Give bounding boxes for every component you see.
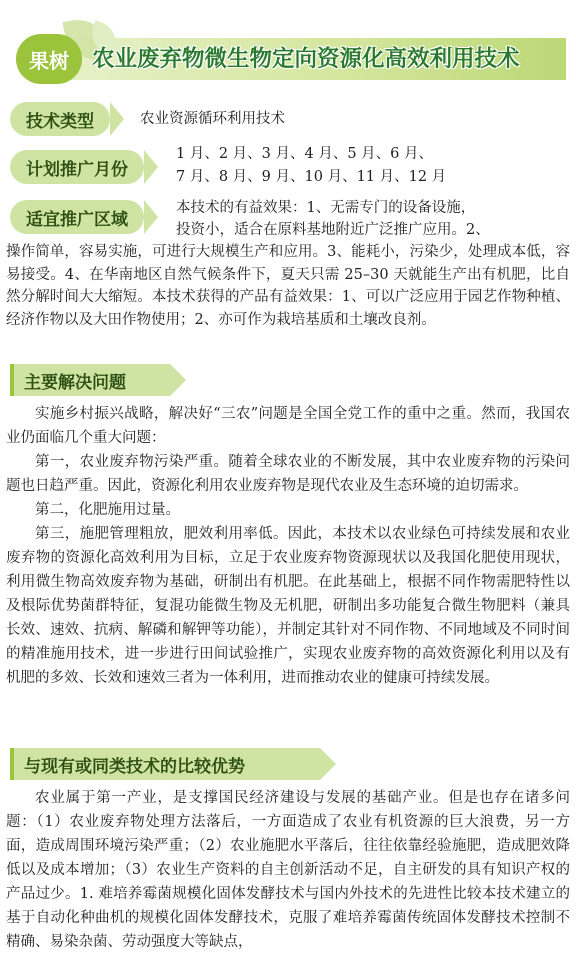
region-line-2: 投资小，适合在原料基地附近广泛推广应用。2、 xyxy=(176,222,490,238)
advantages-body xyxy=(6,786,570,954)
region-label: 适宜推广区域 xyxy=(10,200,144,234)
region-body xyxy=(6,241,570,331)
problems-paragraph-2: 第一，农业废弃物污染严重。随着全球农业的不断发展，其中农业废弃物的污染问题也日趋严重。因此，资源化利用农业废弃物是现代农业及生态环境的迫切需求。 xyxy=(6,454,570,494)
advantages-heading: 与现有或同类技术的比较优势 xyxy=(10,748,320,780)
problems-paragraph-4: 第三，施肥管理粗放，肥效利用率低。因此，本技术以农业绿色可持续发展和农业废弃物的资源化高效利用为目标，立足于农业废弃物资源现状以及我国化肥使用现状，利用微生物高效废弃物为基础，研制出有机肥。在此基础上，根据不同作物需肥特性以及根际优势菌群特征，复混功能微生物及无机肥，研制出多功能复合微生物肥料（兼具长效、速效、抗病、解磷和解钾等功能），并制定其针对不同作物、不同地域及不同时间的精准施用技术，进一步进行田间试验推广，实现农业废弃物的高效资源化利用以及有机肥的多效、长效和速效三者为一体利用，进而推动农业的健康可持续发展。 xyxy=(6,526,570,686)
header-banner xyxy=(6,18,570,84)
tech-type-label: 技术类型 xyxy=(10,102,110,136)
page-title: 农业废弃物微生物定向资源化高效利用技术 xyxy=(92,46,520,72)
problems-paragraph-1: 实施乡村振兴战略，解决好“三农”问题是全国全党工作的重中之重。然而，我国农业仍面临几个重大问题： xyxy=(6,406,570,446)
schedule-line-1: 1 月、2 月、3 月、4 月、5 月、6 月、 xyxy=(176,146,434,162)
schedule-label: 计划推广月份 xyxy=(10,150,144,184)
problems-body xyxy=(6,402,570,690)
schedule-line-2: 7 月、8 月、9 月、10 月、11 月、12 月 xyxy=(176,169,447,185)
region-line-1: 本技术的有益效果：1、无需专门的设备设施， xyxy=(176,200,476,216)
category-badge: 果树 xyxy=(16,34,82,84)
advantages-paragraph-1: 农业属于第一产业，是支撑国民经济建设与发展的基础产业。但是也存在诸多问题：（1）农业废弃物处理方法落后，一方面造成了农业有机资源的巨大浪费，另一方面，造成周围环境污染严重；（2）农业施肥水平落后，往往依靠经验施肥，造成肥效降低以及成本增加；（3）农业生产资料的自主创新活动不足，自主研发的具有知识产权的产品过少。1. 难培养霉菌规模化固体发酵技术与国内外技术的先进性比较本技术建立的基于自动化种曲机的规模化固体发酵技术，克服了难培养霉菌传统固体发酵技术控制不精确、易染杂菌、劳动强度大等缺点， xyxy=(6,790,570,950)
tech-type-value: 农业资源循环利用技术 xyxy=(140,111,285,127)
problems-heading: 主要解决问题 xyxy=(10,364,170,396)
region-body-text: 操作简单，容易实施，可进行大规模生产和应用。3、能耗小，污染少，处理成本低，容易接受。4、在华南地区自然气候条件下，夏天只需 25–30 天就能生产出有机肥，比自然分解时间大大缩短。本技术获得的产品有益效果：1、可以广泛应用于园艺作物种植、经济作物以及大田作物使用；2、亦可作为栽培基质和土壤改良剂。 xyxy=(6,244,570,328)
problems-paragraph-3: 第二，化肥施用过量。 xyxy=(35,502,180,518)
